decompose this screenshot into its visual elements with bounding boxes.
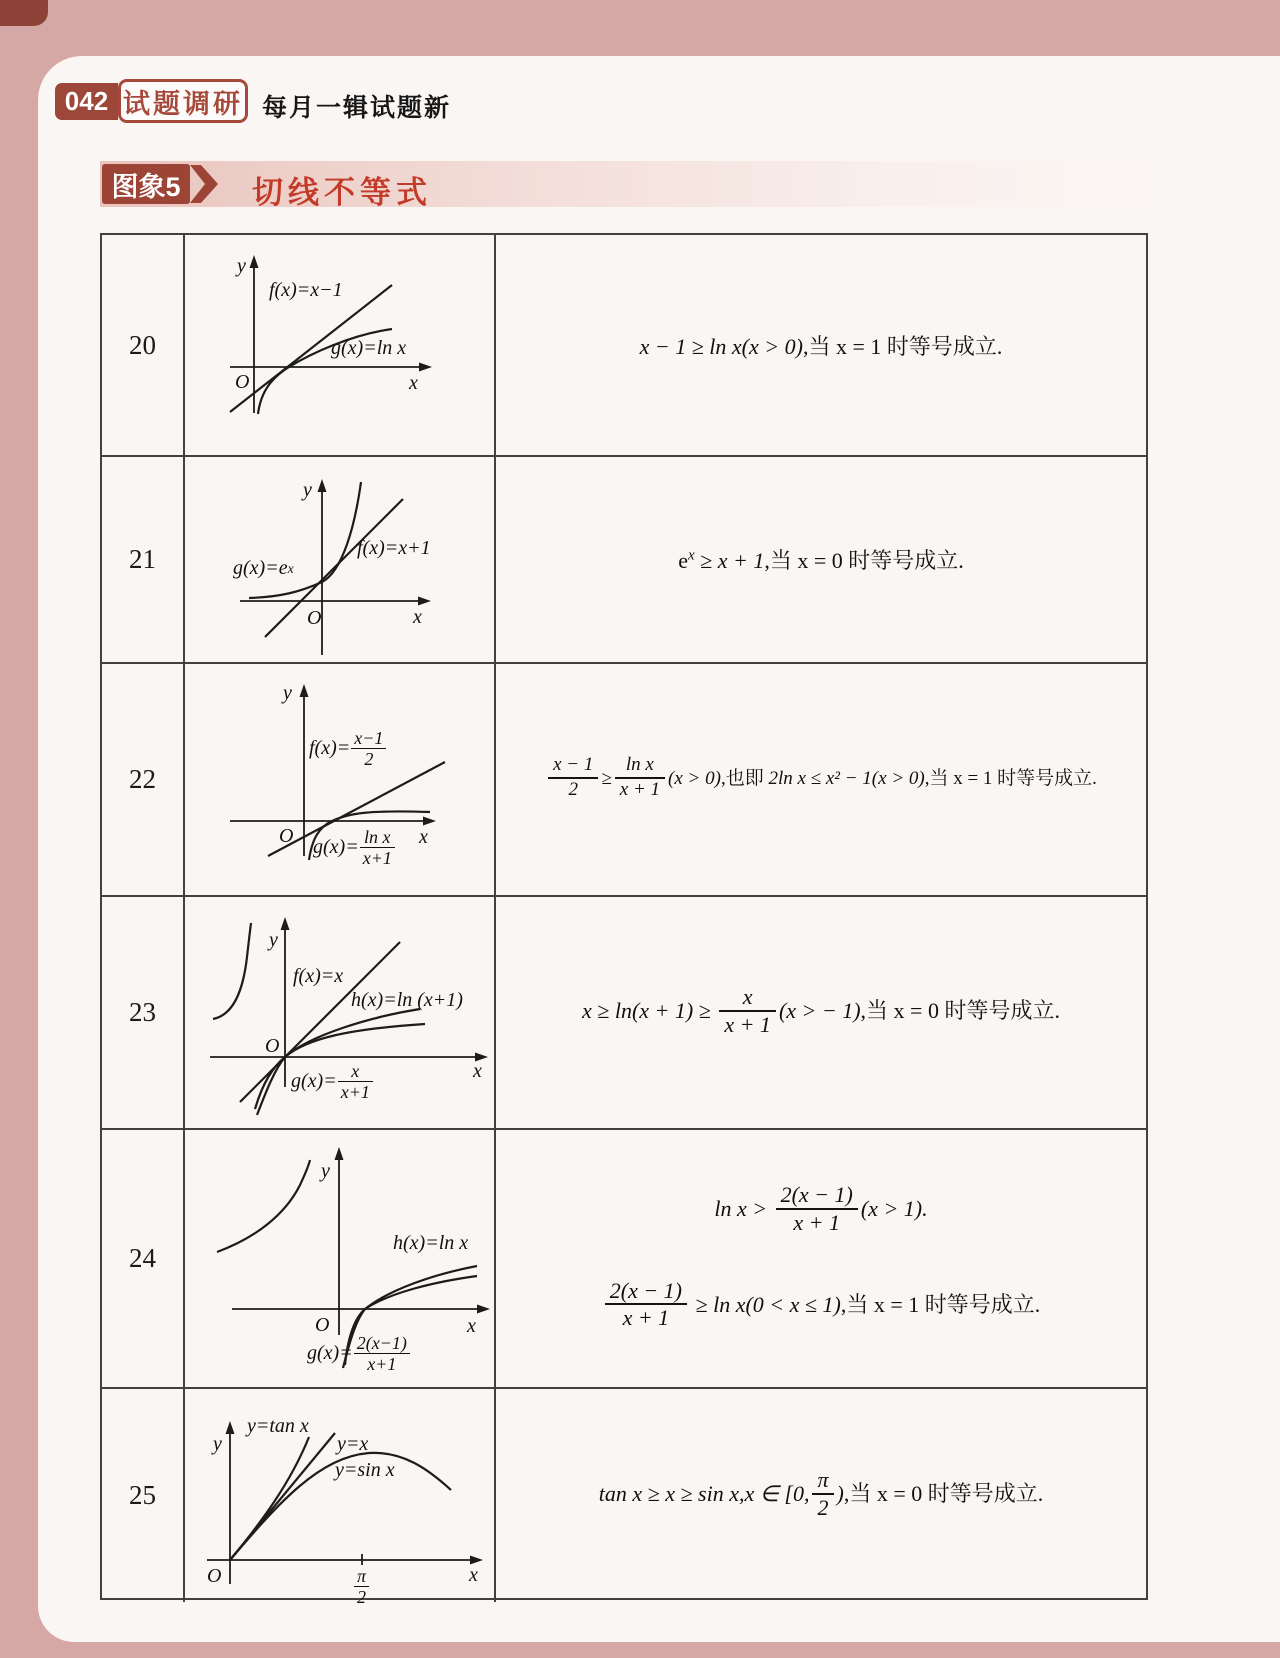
math-text: )	[836, 1480, 844, 1506]
table-row	[102, 664, 1146, 897]
cjk-text: ,当 x = 0 时等号成立.	[764, 548, 964, 573]
row25-graph-svg	[185, 1389, 496, 1602]
g-label	[291, 1061, 374, 1102]
fraction-denominator: 2	[357, 1587, 367, 1608]
fraction-numerator: x	[338, 1061, 373, 1082]
condition: (x > 0)	[668, 767, 721, 789]
fraction-denominator: x + 1	[622, 1305, 670, 1331]
fraction	[548, 754, 598, 801]
f-label: f(x)=x	[293, 965, 344, 987]
cjk-text: ,当 x = 1 时等号成立.	[840, 1291, 1041, 1317]
page-number: 042	[55, 83, 118, 120]
y-axis-label: y	[283, 682, 292, 704]
math-text: ≥ ln x(0 < x ≤ 1)	[690, 1291, 841, 1317]
x-axis-label: x	[409, 372, 418, 394]
x-axis-label: x	[419, 826, 428, 848]
fraction	[605, 1278, 687, 1332]
formula-line	[598, 1466, 1044, 1523]
graph-cell-25	[185, 1389, 496, 1608]
formula-line-1	[714, 1181, 928, 1238]
pi-half-fraction	[354, 1566, 369, 1607]
x-arrow-icon	[418, 597, 431, 606]
math-text: x ≥ ln(x + 1) ≥	[582, 997, 717, 1023]
pi-half-label	[353, 1566, 370, 1607]
corner-tab-decoration	[0, 0, 48, 26]
g-label: g(x)=ln x	[331, 337, 407, 359]
formula-line-2	[602, 1277, 1041, 1334]
fraction-denominator: x+1	[367, 1354, 397, 1375]
formula-line	[582, 983, 1060, 1040]
x-arrow-icon	[423, 817, 436, 826]
origin-label: O	[265, 1035, 280, 1057]
g-label-fraction	[360, 827, 395, 868]
formula-cell-24	[496, 1130, 1146, 1387]
origin-label: O	[279, 825, 294, 847]
origin-label: O	[235, 371, 250, 393]
fraction	[719, 984, 776, 1038]
table-row	[102, 1389, 1146, 1608]
g-label	[307, 1333, 411, 1374]
g-label	[313, 827, 396, 868]
f-label-fraction	[351, 728, 386, 769]
fraction-numerator: π	[354, 1566, 369, 1587]
y-axis-label: y	[237, 255, 246, 277]
row-number: 20	[102, 235, 185, 455]
g-label-base: g(x)=e	[233, 557, 288, 579]
hyperbola-branch	[217, 1160, 310, 1252]
formula-line	[545, 756, 1097, 803]
formula-cell-20	[496, 235, 1146, 455]
math-text: tan x ≥ x ≥ sin x,x ∈ [0,	[598, 1480, 810, 1506]
table-row	[102, 897, 1146, 1130]
section-title: 切线不等式	[252, 175, 432, 210]
origin-label: O	[307, 607, 322, 629]
y-arrow-icon	[250, 255, 259, 268]
condition: (x > − 1)	[778, 997, 861, 1023]
cjk-text: ,当 x = 1 时等号成立.	[802, 333, 1003, 359]
fraction-denominator: x + 1	[619, 778, 661, 800]
fraction-numerator: 2(x − 1)	[776, 1182, 858, 1210]
formula-cell-23	[496, 897, 1146, 1128]
f-label: f(x)=x+1	[357, 537, 431, 559]
fraction-numerator: 2(x − 1)	[605, 1278, 687, 1306]
fraction-denominator: x+1	[340, 1082, 370, 1103]
row-number: 22	[102, 664, 185, 895]
row-number: 24	[102, 1130, 185, 1387]
math-text: x − 1 ≥ ln x(x > 0)	[639, 333, 803, 359]
fraction-denominator: 2	[364, 749, 374, 770]
condition: (x > 1).	[860, 1195, 928, 1221]
hyperbola-branch	[213, 923, 251, 1019]
sin-label: y=sin x	[335, 1459, 395, 1481]
h-label: h(x)=ln (x+1)	[351, 989, 463, 1011]
g-label-fraction	[354, 1333, 410, 1374]
fraction-numerator: x	[719, 984, 776, 1012]
y-arrow-icon	[281, 917, 290, 930]
tan-curve	[230, 1437, 309, 1560]
y-axis-label: y	[303, 479, 312, 501]
brand-title: 试题调研	[118, 79, 248, 123]
table-row	[102, 1130, 1146, 1389]
chevron-icon	[190, 164, 220, 204]
row-number: 21	[102, 457, 185, 662]
row-number: 23	[102, 897, 185, 1128]
tan-label: y=tan x	[247, 1415, 309, 1437]
x-axis-label: x	[469, 1564, 478, 1586]
x-axis-label: x	[473, 1060, 482, 1082]
fraction-numerator: π	[812, 1467, 833, 1495]
g-label-prefix: g(x)=	[313, 836, 359, 859]
g-label	[233, 557, 294, 580]
math-text: ≥ x + 1	[694, 548, 765, 573]
fraction-numerator: x − 1	[548, 754, 598, 778]
brand-tagline: 每月一辑试题新	[262, 94, 452, 122]
y-axis-label: y	[269, 929, 278, 951]
f-label-prefix: f(x)=	[309, 737, 351, 760]
table-row	[102, 235, 1146, 457]
relation: ≥	[601, 767, 612, 789]
fraction-numerator: x−1	[351, 728, 386, 749]
fraction	[615, 754, 665, 801]
g-label-sup: x	[287, 560, 294, 576]
formula-cell-21	[496, 457, 1146, 662]
g-label-fraction	[338, 1061, 373, 1102]
g-label-prefix: g(x)=	[307, 1342, 353, 1365]
fraction-denominator: x + 1	[724, 1011, 771, 1037]
origin-label: O	[315, 1314, 330, 1336]
graph-cell-23	[185, 897, 496, 1128]
fraction-denominator: 2	[817, 1494, 829, 1520]
y-arrow-icon	[318, 479, 327, 492]
x-axis-label: x	[467, 1315, 476, 1337]
math-text: ln x >	[714, 1195, 773, 1221]
f-label: f(x)=x−1	[269, 279, 343, 301]
origin-label: O	[207, 1565, 222, 1587]
cjk-text: ,也即	[720, 767, 769, 789]
f-label	[309, 728, 387, 769]
fraction	[812, 1467, 833, 1521]
y-axis-label: y	[321, 1160, 330, 1182]
formula-line	[640, 330, 1003, 361]
fraction	[776, 1182, 858, 1236]
identity-label: y=x	[337, 1433, 369, 1455]
formula-line	[678, 544, 964, 575]
y-arrow-icon	[300, 684, 309, 697]
y-arrow-icon	[335, 1147, 344, 1160]
graph-cell-20	[185, 235, 496, 455]
fraction-denominator: x+1	[362, 848, 392, 869]
row21-graph-svg	[185, 457, 496, 664]
row-number: 25	[102, 1389, 185, 1602]
formula-cell-22	[496, 664, 1146, 895]
fraction-denominator: x + 1	[793, 1209, 841, 1235]
fraction-numerator: ln x	[615, 754, 665, 778]
graph-cell-21	[185, 457, 496, 662]
math-base: e	[678, 548, 688, 573]
g-label-prefix: g(x)=	[291, 1070, 337, 1093]
fraction-numerator: ln x	[360, 827, 395, 848]
graph-cell-24	[185, 1130, 496, 1387]
fraction-numerator: 2(x−1)	[354, 1333, 410, 1354]
cjk-text: ,当 x = 1 时等号成立.	[924, 767, 1097, 789]
table-row	[102, 457, 1146, 664]
formula-cell-25	[496, 1389, 1146, 1602]
x-axis-label: x	[413, 606, 422, 628]
inequality-table	[100, 233, 1148, 1608]
cjk-text: ,当 x = 0 时等号成立.	[860, 997, 1060, 1023]
math-text: 2ln x ≤ x² − 1(x > 0)	[768, 767, 925, 789]
y-axis-label: y	[213, 1433, 222, 1455]
y-arrow-icon	[226, 1421, 235, 1434]
x-arrow-icon	[419, 363, 432, 372]
graph-cell-22	[185, 664, 496, 895]
h-label: h(x)=ln x	[393, 1232, 469, 1254]
fraction-denominator: 2	[568, 778, 578, 800]
math-sup: x	[688, 547, 695, 564]
x-arrow-icon	[477, 1305, 490, 1314]
section-badge: 图象5	[102, 164, 190, 204]
cjk-text: ,当 x = 0 时等号成立.	[843, 1480, 1044, 1506]
